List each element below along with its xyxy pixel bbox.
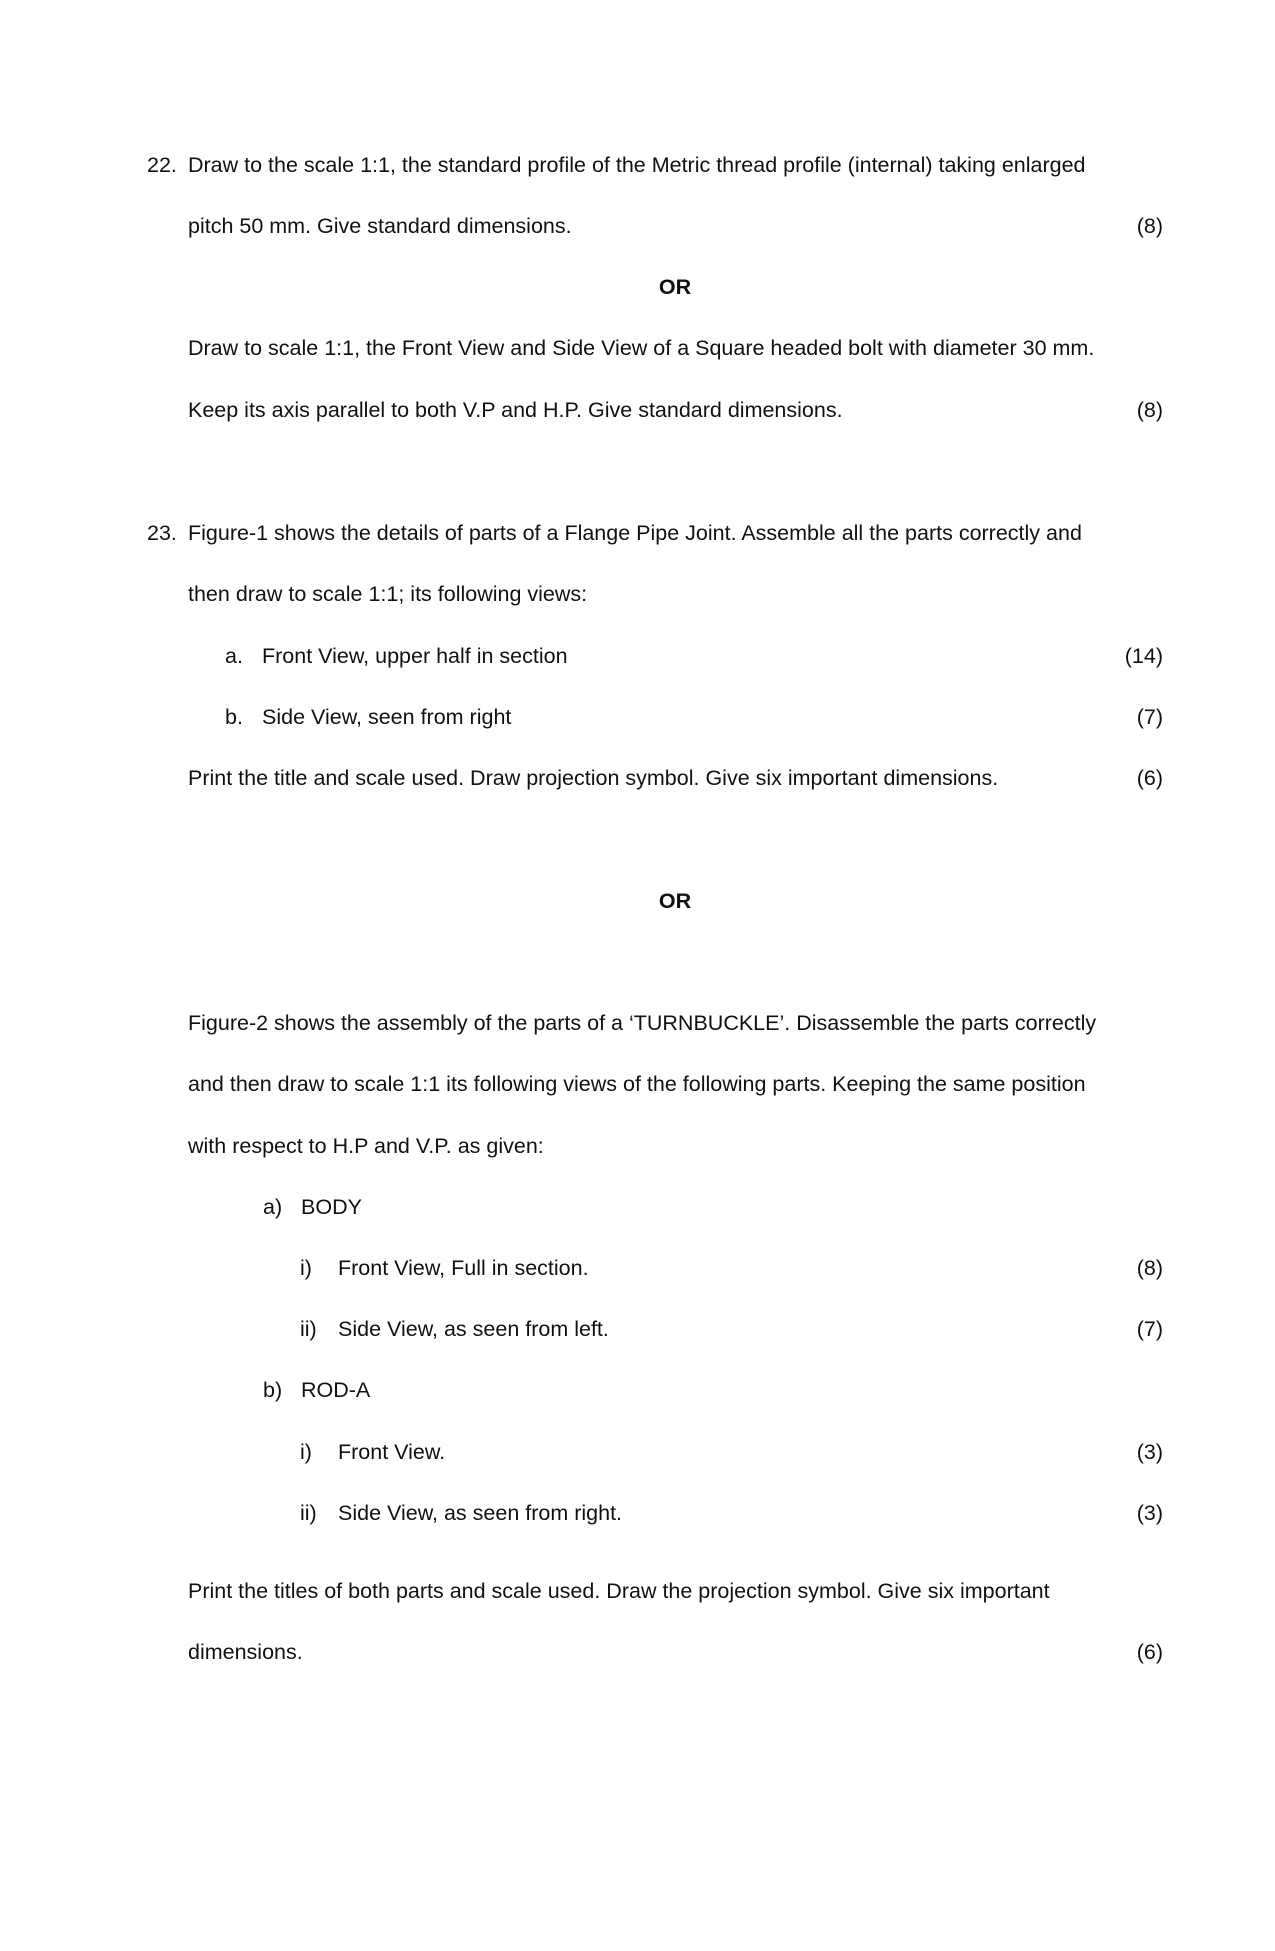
part-a-view-i-label: i) [300,1256,312,1280]
question-23-print-line: Print the title and scale used. Draw projection symbol. Give six important dimensions. [188,766,999,790]
question-23-item-a-marks: (14) [1124,644,1163,668]
question-22-alt-line-2: Keep its axis parallel to both V.P and H.P. Give standard dimensions. [188,398,843,422]
question-23-print-marks: (6) [1136,766,1163,790]
question-23-item-a-label: a. [225,644,243,668]
part-a-view-i-text: Front View, Full in section. [338,1256,589,1280]
question-22-alt-marks: (8) [1136,398,1163,422]
question-23-number: 23. [147,521,177,545]
question-22-line-2: pitch 50 mm. Give standard dimensions. [188,214,572,238]
question-23-alt-line-1: Figure-2 shows the assembly of the parts of a ‘TURNBUCKLE’. Disassemble the parts correctly [188,1011,1097,1035]
part-b-view-ii-label: ii) [300,1501,317,1525]
part-b-view-ii-text: Side View, as seen from right. [338,1501,623,1525]
part-a-view-ii-marks: (7) [1136,1317,1163,1341]
question-23-item-b-text: Side View, seen from right [262,705,512,729]
part-a-view-ii-text: Side View, as seen from left. [338,1317,609,1341]
question-23-line-2: then draw to scale 1:1; its following views: [188,582,588,606]
question-22-alt-line-1: Draw to scale 1:1, the Front View and Side View of a Square headed bolt with diameter 30 mm. [188,336,1095,360]
part-a-view-ii-label: ii) [300,1317,317,1341]
part-a-view-i-marks: (8) [1136,1256,1163,1280]
part-b-view-i-label: i) [300,1440,312,1464]
question-23-alt-line-2: and then draw to scale 1:1 its following views of the following parts. Keeping the same position [188,1072,1086,1096]
part-b-view-ii-marks: (3) [1136,1501,1163,1525]
part-b-view-i-text: Front View. [338,1440,446,1464]
question-22-line-1: Draw to the scale 1:1, the standard profile of the Metric thread profile (internal) taking enlarged [188,153,1086,177]
question-23-line-1: Figure-1 shows the details of parts of a Flange Pipe Joint. Assemble all the parts correctly and [188,521,1082,545]
question-23-final-line-1: Print the titles of both parts and scale used. Draw the projection symbol. Give six important [188,1579,1050,1603]
part-b-name: ROD-A [301,1378,371,1402]
question-23-final-line-2: dimensions. [188,1640,303,1664]
question-22-number: 22. [147,153,177,177]
question-23-item-a-text: Front View, upper half in section [262,644,568,668]
part-b-view-i-marks: (3) [1136,1440,1163,1464]
part-b-label: b) [263,1378,283,1402]
question-22-marks: (8) [1136,214,1163,238]
question-23-alt-line-3: with respect to H.P and V.P. as given: [188,1134,544,1158]
or-divider-23: OR [658,889,692,913]
part-a-name: BODY [301,1195,362,1219]
or-divider-22: OR [658,275,692,299]
question-23-item-b-marks: (7) [1136,705,1163,729]
question-23-item-b-label: b. [225,705,243,729]
question-23-final-marks: (6) [1136,1640,1163,1664]
part-a-label: a) [263,1195,283,1219]
